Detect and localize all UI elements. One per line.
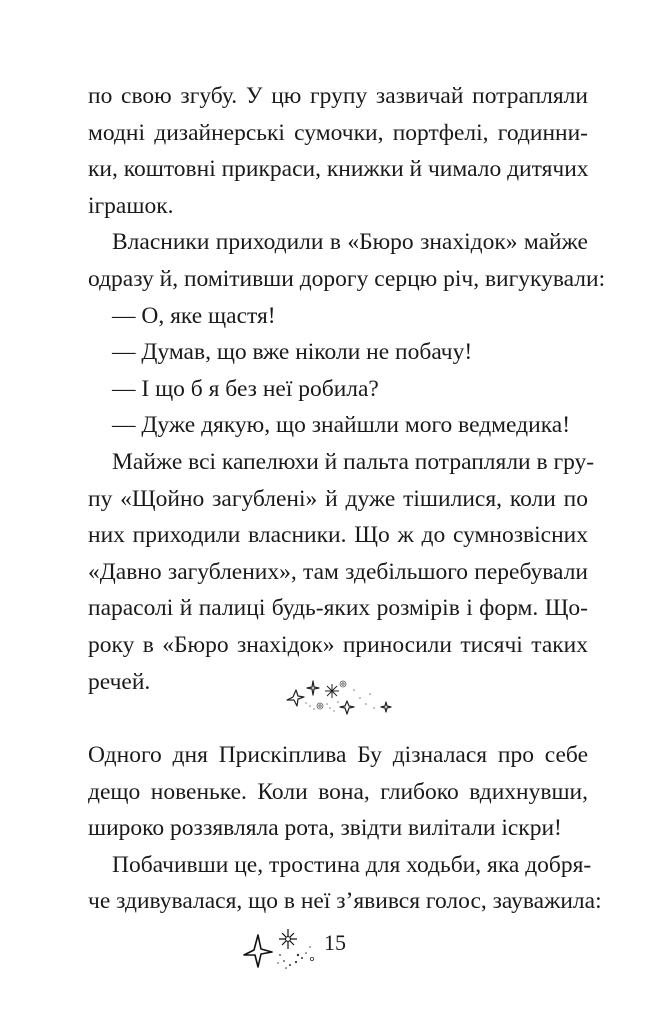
dialogue-line: — І що б я без неї робила?	[112, 375, 379, 402]
text-block-1	[88, 78, 606, 700]
text-line: ки, коштовні прикраси, книжки й чимало дитячих	[88, 156, 589, 183]
text-line: одразу й, помітивши дорогу серцю річ, вигукували:	[88, 265, 606, 292]
dialogue-line: — Дуже дякую, що знайшли мого ведмедика!	[112, 412, 571, 439]
text-line: року в «Бюро знахідок» приносили тисячі таких	[88, 631, 588, 658]
text-line: них приходили власники. Що ж до сумнозвісних	[88, 522, 588, 549]
text-line: дещо новеньке. Коли вона, глибоко вдихнувши,	[88, 778, 588, 805]
stars-footer-icon	[240, 925, 370, 975]
text-line: Побачивши це, тростина для ходьби, яка добря-	[112, 851, 592, 878]
text-line: широко роззявляла рота, звідти вилітали іскри!	[88, 815, 562, 842]
text-line: Майже всі капелюхи й пальта потрапляли в гру-	[112, 448, 595, 475]
dialogue-line: — Думав, що вже ніколи не побачу!	[112, 339, 473, 366]
dialogue-line: — О, яке щастя!	[112, 302, 276, 329]
text-line: Власники приходили в «Бюро знахідок» майже	[112, 229, 588, 256]
text-line: Одного дня Прискіплива Бу дізналася про себе	[88, 742, 588, 768]
text-line: че здивувалася, що в неї з’явився голос, зауважила:	[88, 888, 602, 915]
text-line: іграшок.	[88, 192, 174, 219]
text-line: пу «Щойно загублені» й дуже тішилися, коли по	[88, 485, 588, 512]
stars-ornament-icon	[282, 676, 392, 716]
text-line: речей.	[88, 668, 151, 695]
page-number: 15	[324, 930, 346, 955]
text-block-2	[88, 737, 602, 920]
text-line: парасолі й палиці будь-яких розмірів і форм. Що-	[88, 595, 588, 622]
text-line: модні дизайнерські сумочки, портфелі, годинни-	[88, 119, 588, 146]
text-line: «Давно загублених», там здебільшого перебували	[88, 558, 588, 585]
text-line: по свою згубу. У цю групу зазвичай потрапляли	[88, 83, 588, 109]
